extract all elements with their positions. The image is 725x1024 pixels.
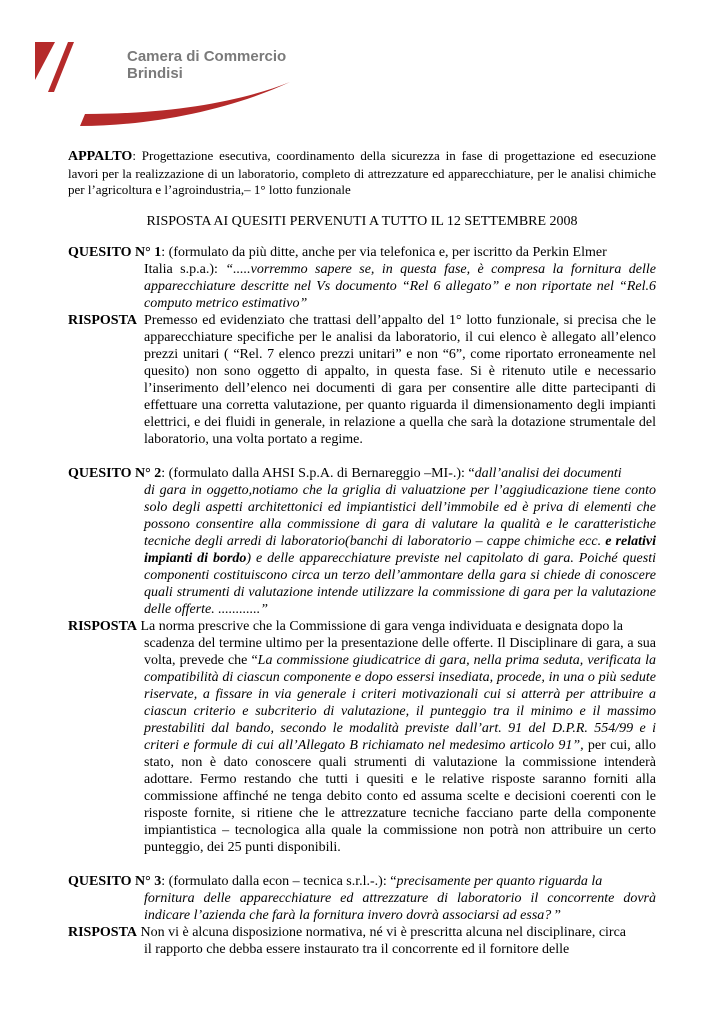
quesito-2-quote-b: ) e delle apparecchiature previste nel capitolato di gara. Poiché questi componenti costituiscono circa un terzo dell’ammontare della gara si chiede di conoscere quali strumenti di valutazione intende utilizzare la commissione di gara per la valutazione delle offerte. ............” xyxy=(144,550,656,617)
appalto-label: APPALTO xyxy=(68,149,133,164)
quesito-1-first-line: : (formulato da più ditte, anche per via telefonica e, per iscritto da Perkin Elmer xyxy=(161,244,607,260)
quesito-3-label: QUESITO N° 3 xyxy=(68,873,162,889)
risposta-2-text-b: per cui, allo stato, non è dato conoscere quali strumenti di valutazione la commissione intenderà adottare. Fermo restando che tutti i quesiti e le relative risposte saranno forniti alla commissione affinché ne tenga debito conto ed assuma scelte e decisioni coerenti con le risposte fornite, si ritiene che le attrezzature tecniche facciano parte della componente impiantistica – tecnologica alla quale la commissione non potrà non attribuire un certo punteggio, dei 25 punti disponibili. xyxy=(144,737,656,855)
document-body xyxy=(68,148,656,958)
quesito-2 xyxy=(68,465,656,618)
risposta-3-label: RISPOSTA xyxy=(68,924,137,940)
org-name-line1: Camera di Commercio xyxy=(127,48,287,65)
risposta-2 xyxy=(68,618,656,856)
quesito-1-quote: “.....vorremmo sapere se, in questa fase, è compresa la fornitura delle apparecchiature descritte nel Vs documento “Rel 6 allegato” e non riportate nel “Rel.6 computo metrico estimativo” xyxy=(144,261,657,311)
risposta-2-first-line: La norma prescrive che la Commissione di gara venga individuata e designata dopo la xyxy=(140,618,623,634)
risposta-3 xyxy=(68,924,656,958)
quesito-2-first-line: : (formulato dalla AHSI S.p.A. di Bernareggio –MI-.): “ xyxy=(161,465,475,481)
quesito-1-intro: Italia s.p.a.): xyxy=(144,261,226,277)
appalto-paragraph xyxy=(68,148,656,199)
quesito-3-first-italic: precisamente per quanto riguarda la xyxy=(396,873,603,889)
quesito-2-quote-bold: e relativi impianti di bordo xyxy=(144,533,656,566)
org-name-line2: Brindisi xyxy=(127,65,183,82)
quesito-2-label: QUESITO N° 2 xyxy=(68,465,162,481)
quesito-2-first-italic: dall’analisi dei documenti xyxy=(474,465,622,481)
quesito-3-quote: fornitura delle apparecchiature ed attrezzature di laboratorio il concorrente dovrà indicare l’azienda che farà la fornitura invero dovrà associarsi ad essa? xyxy=(144,890,656,923)
risposta-1-label: RISPOSTA xyxy=(68,312,137,328)
appalto-text: : Progettazione esecutiva, coordinamento della sicurezza in fase di progettazione ed esecuzione lavori per la realizzazione di un laboratorio, completo di attrezzature ed apparecchiature, per le analisi chimiche per l’agricoltura e l’agroindustria,– 1° lotto funzionale xyxy=(68,148,656,197)
quesito-1 xyxy=(68,244,656,312)
risposta-2-quote: La commissione giudicatrice di gara, nella prima seduta, verificata la compatibilità di ciascun componente e dopo essersi insediata, procede, in una o più sedute riservate, a fissare in via generale i criteri motivazionali cui si atterrà per attribuire a ciascun criterio e subcriterio di valutazione, il punteggio tra il minimo e il massimo prestabiliti dal bando, secondo le modalità previste dall’art. 91 del D.P.R. 554/99 e i criteri e formule di cui all’Allegato B richiamato nel medesimo articolo 91”, xyxy=(144,652,656,753)
quesito-1-label: QUESITO N° 1 xyxy=(68,244,162,260)
risposta-2-text-a: scadenza del termine ultimo per la presentazione delle offerte. Il Disciplinare di gara, a sua volta, prevede che “ xyxy=(144,635,656,668)
risposta-3-text: il rapporto che debba essere instaurato tra il concorrente ed il fornitore delle xyxy=(144,941,570,957)
quesito-2-quote-a: di gara in oggetto,notiamo che la griglia di valuatzione per l’aggiudicazione tiene conto solo degli aspetti architettonici ed impiantistici dell’immobile ed è priva di elementi che possono consentire alla commissione di gara di valutare la qualità e le caratteristiche tecniche degli arredi di laboratorio(banchi di laboratorio – cappe chimiche ecc. xyxy=(144,482,656,549)
risposta-1-text: Premesso ed evidenziato che trattasi dell’appalto del 1° lotto funzionale, si precisa che le apparecchiature specifiche per le analisi da laboratorio, il cui elenco è allegato all’elenco prezzi unitari ( “Rel. 7 elenco prezzi unitari” e non “6”, come riportato erroneamente nel quesito) non sono oggetto di appalto, in questa fase. Si è ritenuto utile e necessario l’inserimento dell’elenco nei documenti di gara per consentire alle ditte partecipanti di effettuare una corretta valutazione, per quanto riguarda il dimensionamento degli impianti elettrici, e dei fluidi in generale, in relazione a quella che sarà la dotazione strumentale del laboratorio, una volta portato a regime. xyxy=(144,312,656,447)
quesito-3-quote-end: ” xyxy=(554,907,561,923)
risposta-3-first-line: Non vi è alcuna disposizione normativa, né vi è prescritta alcuna nel disciplinare, circa xyxy=(140,924,627,940)
risposta-2-label: RISPOSTA xyxy=(68,618,137,634)
quesito-3-first-line: : (formulato dalla econ – tecnica s.r.l.-.): “ xyxy=(161,873,397,889)
quesito-3 xyxy=(68,873,656,924)
page-title: RISPOSTA AI QUESITI PERVENUTI A TUTTO IL 12 SETTEMBRE 2008 xyxy=(146,213,578,229)
chamber-logo xyxy=(30,40,320,130)
risposta-1 xyxy=(68,312,656,448)
